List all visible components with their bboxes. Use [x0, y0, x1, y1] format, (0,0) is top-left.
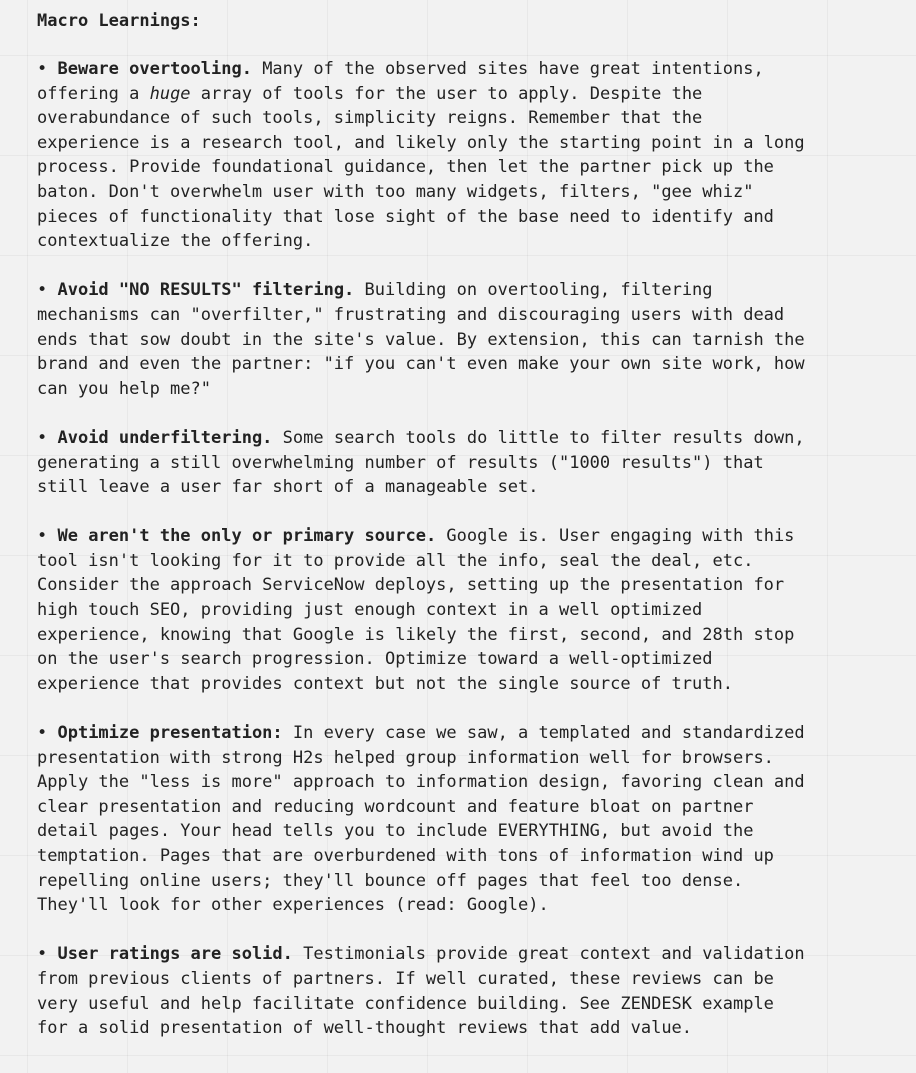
text-line	[37, 131, 897, 156]
text-line	[37, 303, 897, 328]
learning-item	[37, 57, 897, 254]
text-line	[37, 475, 897, 500]
text-line	[37, 647, 897, 672]
text-line	[37, 377, 897, 402]
text-line	[37, 82, 897, 107]
body-text: overabundance of such tools, simplicity reigns. Remember that the	[37, 108, 703, 129]
text-line	[37, 352, 897, 377]
body-text: still leave a user far short of a manageable set.	[37, 477, 539, 498]
body-text: experience, knowing that Google is likely the first, second, and 28th stop	[37, 624, 795, 645]
body-text: Some search tools do little to filter results down,	[272, 427, 805, 448]
text-line	[37, 278, 897, 303]
text-line	[37, 57, 897, 82]
text-line	[37, 426, 897, 451]
body-text: experience is a research tool, and likely only the starting point in a long	[37, 132, 805, 153]
body-text: very useful and help facilitate confidence building. See ZENDESK example	[37, 993, 774, 1014]
learning-item	[37, 426, 897, 500]
text-line	[37, 549, 897, 574]
text-line	[37, 524, 897, 549]
body-text: •	[37, 723, 58, 744]
body-text: offering a	[37, 83, 150, 104]
body-text: tool isn't looking for it to provide all the info, seal the deal, etc.	[37, 550, 754, 571]
document-title: Macro Learnings:	[37, 11, 201, 31]
body-text: In every case we saw, a templated and standardized	[282, 723, 805, 744]
text-line	[37, 746, 897, 771]
text-line	[37, 229, 897, 254]
body-text: •	[37, 944, 58, 965]
body-text: •	[37, 280, 58, 301]
body-text: clear presentation and reducing wordcount and feature bloat on partner	[37, 796, 754, 817]
body-text: from previous clients of partners. If well curated, these reviews can be	[37, 968, 774, 989]
body-text: •	[37, 526, 58, 547]
text-line	[37, 328, 897, 353]
body-text: Building on overtooling, filtering	[354, 280, 713, 301]
body-text: They'll look for other experiences (read: Google).	[37, 895, 549, 916]
learning-item	[37, 278, 897, 401]
body-text: experience that provides context but not the single source of truth.	[37, 673, 733, 694]
body-text: generating a still overwhelming number of results ("1000 results") that	[37, 452, 764, 473]
body-text: •	[37, 59, 58, 79]
body-text: process. Provide foundational guidance, then let the partner pick up the	[37, 157, 774, 178]
learnings-list	[37, 57, 897, 1041]
body-text: Apply the "less is more" approach to information design, favoring clean and	[37, 772, 805, 793]
text-line	[37, 623, 897, 648]
learning-heading: User ratings are solid.	[57, 944, 293, 965]
body-text: Testimonials provide great context and validation	[292, 944, 805, 965]
learning-item	[37, 524, 897, 696]
text-line	[37, 573, 897, 598]
body-text: presentation with strong H2s helped group information well for browsers.	[37, 747, 774, 768]
text-line	[37, 721, 897, 746]
body-text: for a solid presentation of well-thought reviews that add value.	[37, 1018, 693, 1039]
body-text: Consider the approach ServiceNow deploys, setting up the presentation for	[37, 575, 785, 596]
body-text: repelling online users; they'll bounce off pages that feel too dense.	[37, 870, 744, 891]
text-line	[37, 106, 897, 131]
text-line	[37, 844, 897, 869]
body-text: temptation. Pages that are overburdened with tons of information wind up	[37, 846, 774, 866]
text-line	[37, 893, 897, 918]
body-text: can you help me?"	[37, 378, 211, 399]
text-line	[37, 180, 897, 205]
text-line	[37, 967, 897, 992]
learning-heading: Avoid "NO RESULTS" filtering.	[57, 280, 355, 301]
body-text: brand and even the partner: "if you can't even make your own site work, how	[37, 354, 805, 375]
body-text: contextualize the offering.	[37, 231, 314, 252]
body-text: array of tools for the user to apply. Despite the	[190, 83, 703, 104]
body-text: mechanisms can "overfilter," frustrating and discouraging users with dead	[37, 304, 785, 325]
body-text: detail pages. Your head tells you to include EVERYTHING, but avoid the	[37, 821, 754, 842]
text-line	[37, 819, 897, 844]
learning-heading: Optimize presentation:	[57, 723, 283, 744]
text-line	[37, 598, 897, 623]
emphasis-text: huge	[149, 83, 191, 104]
body-text: Many of the observed sites have great intentions,	[251, 59, 764, 79]
text-line	[37, 155, 897, 180]
text-line	[37, 795, 897, 820]
body-text: on the user's search progression. Optimize toward a well-optimized	[37, 649, 713, 670]
text-line	[37, 205, 897, 230]
text-line	[37, 942, 897, 967]
text-line	[37, 451, 897, 476]
text-line	[37, 1016, 897, 1041]
body-text: Google is. User engaging with this	[436, 526, 795, 547]
learning-item	[37, 721, 897, 918]
learning-heading: Beware overtooling.	[57, 59, 252, 79]
text-line	[37, 672, 897, 697]
body-text: pieces of functionality that lose sight of the base need to identify and	[37, 206, 774, 227]
body-text: high touch SEO, providing just enough context in a well optimized	[37, 600, 703, 621]
body-text: •	[37, 427, 58, 448]
learning-heading: We aren't the only or primary source.	[57, 526, 437, 547]
text-line	[37, 869, 897, 894]
learning-item	[37, 942, 897, 1040]
learning-heading: Avoid underfiltering.	[57, 427, 273, 448]
body-text: baton. Don't overwhelm user with too many widgets, filters, "gee whiz"	[37, 181, 754, 202]
document	[37, 8, 897, 1041]
text-line	[37, 770, 897, 795]
text-line	[37, 992, 897, 1017]
body-text: ends that sow doubt in the site's value. By extension, this can tarnish the	[37, 329, 805, 350]
